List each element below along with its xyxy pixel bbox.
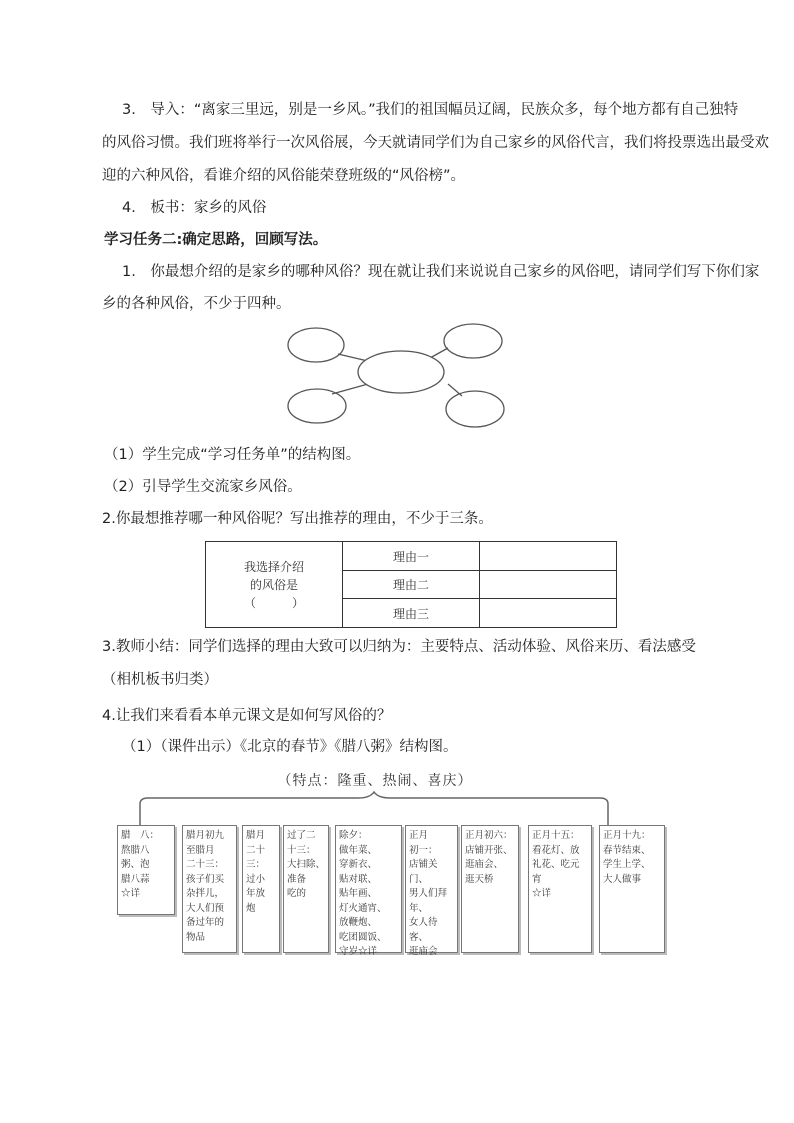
bracket-line (140, 792, 608, 826)
chosen-custom-label2: 的风俗是 (249, 577, 298, 592)
intro-paragraph-line3: 迎的六种风俗，看谁介绍的风俗能荣登班级的“风俗榜”。 (102, 168, 466, 184)
question2: 2.你最想推荐哪一种风俗呢？写出推荐的理由，不少于三条。 (102, 511, 493, 527)
timeline-box-shiwu: 正月十五： 看花灯、放 礼花、吃元 宵 ☆详 (528, 825, 592, 953)
teacher-summary-note: （相机板书归类） (102, 672, 218, 688)
timeline-box-chuliu: 正月初六： 店铺开张、 逛庙会、 逛天桥 (461, 825, 519, 953)
sub-step-2: （2）引导学生交流家乡风俗。 (104, 479, 302, 495)
reason-label: 理由三 (343, 599, 480, 628)
task2-heading: 学习任务二:确定思路，回顾写法。 (104, 232, 328, 248)
chosen-custom-blank: （ ） (243, 595, 304, 610)
timeline-box-chuxi: 除夕： 做年菜、 穿新衣、 贴对联、 贴年画、 灯火通宵、 放鞭炮、 吃团圆饭、 守岁☆详 (335, 825, 402, 953)
timeline-box-shijiu: 正月十九： 春节结束、 学生上学、 大人做事 (599, 825, 665, 953)
reason-table (205, 541, 617, 628)
custom-bubble-diagram (280, 318, 520, 438)
intro-paragraph-line1: 3. 导入：“离家三里远，别是一乡风。”我们的祖国幅员辽阔，民族众多，每个地方都有自己独特 (122, 102, 739, 118)
reason-blank (480, 571, 617, 599)
timeline-box-after-23: 过了二 十三： 大扫除、 准备 吃的 (283, 825, 329, 953)
chosen-custom-label1: 我选择介绍 (243, 559, 304, 574)
timeline-box-xiaonian: 腊月 二十 三： 过小 年放 炮 (242, 825, 280, 953)
custom-bubble-topleft (288, 328, 344, 362)
custom-bubble-bottomright (446, 391, 504, 427)
question4: 4.让我们来看看本单元课文是如何写风俗的？ (102, 708, 392, 724)
timeline-box-laba-to-23: 腊月初九 至腊月 二十三： 孩子们买 杂拌儿， 大人们预 备过年的 物品 (182, 825, 237, 953)
intro-paragraph-line2: 的风俗习惯。我们班将举行一次风俗展，今天就请同学们为自己家乡的风俗代言，我们将投票选出最受欢 (102, 135, 769, 151)
reason-blank (480, 542, 617, 571)
timeline-box-chuyi: 正月 初一： 店铺关门、 男人们拜年、 女人待客、 逛庙会 (405, 825, 458, 953)
reason-label: 理由一 (343, 542, 480, 571)
question1-line1: 1. 你最想介绍的是家乡的哪种风俗？现在就让我们来说说自己家乡的风俗吧，请同学们写下你们家 (122, 264, 760, 280)
connector-line (332, 384, 368, 394)
reason-label: 理由二 (343, 571, 480, 599)
board-title: 4. 板书：家乡的风俗 (122, 200, 267, 216)
custom-bubble-bottomleft (288, 389, 346, 423)
teacher-summary: 3.教师小结：同学们选择的理由大致可以归纳为：主要特点、活动体验、风俗来历、看法感受 (102, 639, 696, 655)
custom-bubble-center (358, 351, 444, 393)
timeline-box-laba: 腊 八： 熬腊八 粥、泡 腊八蒜 ☆详 (117, 825, 175, 915)
custom-bubble-topright (444, 324, 502, 358)
sub-step-1: （1）学生完成“学习任务单”的结构图。 (104, 447, 361, 463)
connector-line (430, 348, 448, 358)
chosen-custom-cell (206, 542, 343, 628)
question1-line2: 乡的各种风俗，不少于四种。 (102, 296, 291, 312)
features-heading: （特点：隆重、热闹、喜庆） (277, 773, 473, 789)
question4-sub: （1）（课件出示）《北京的春节》《腊八粥》结构图。 (122, 739, 458, 755)
timeline-bracket (130, 790, 620, 830)
reason-blank (480, 599, 617, 628)
